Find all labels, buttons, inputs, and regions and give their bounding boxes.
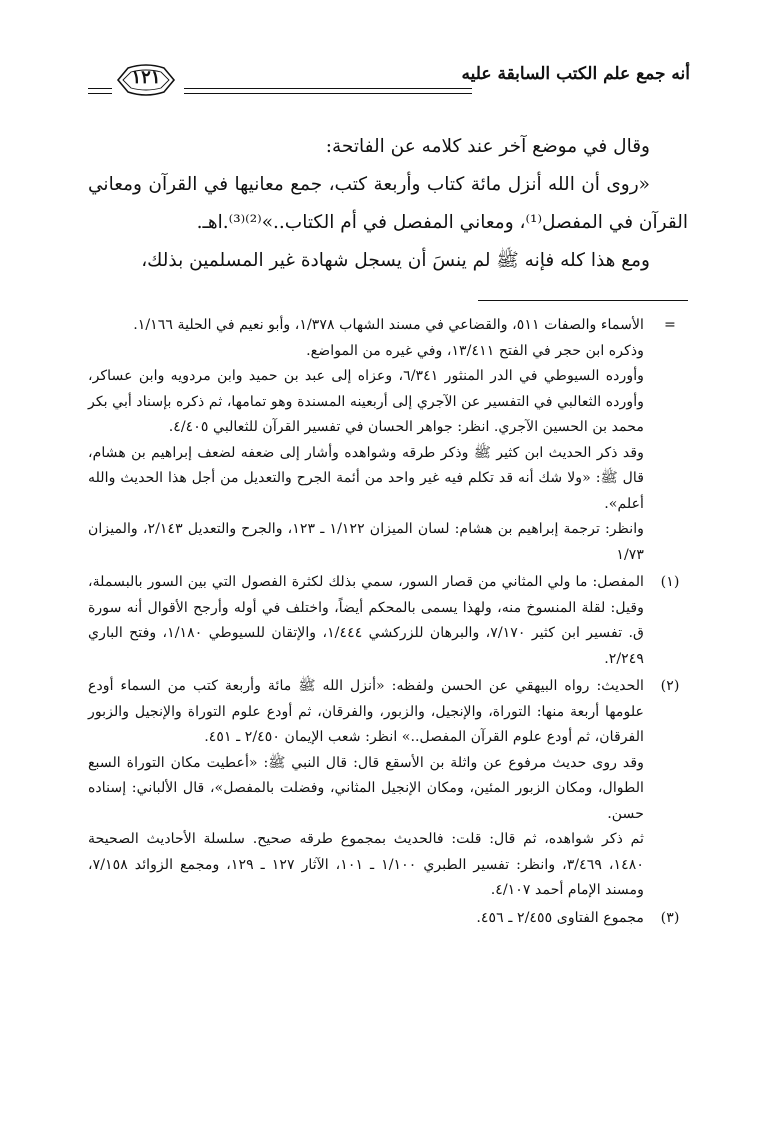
header-rule-right-inner bbox=[184, 93, 472, 94]
footnote-text: وقد ذكر الحديث ابن كثير ﷺ وذكر طرقه وشواهده وأشار إلى ضعفه لضعف إبراهيم بن هشام، قال ﷺ: «ولا شك أنه قد تكلم فيه غير واحد من أئمة الجرح والتعديل من أجل هذا الحديث والله أعلم». bbox=[88, 444, 644, 512]
footnote-text: الحديث: رواه البيهقي عن الحسن ولفظه: «أنزل الله ﷺ مائة وأربعة كتب من السماء أودع علومها أربعة منها: التوراة، والإنجيل، والزبور، والفرقان، ثم أودع علوم التوراة والإنجيل والزبور الفرقان، ثم أودع علوم القرآن المفصل..» انظر: شعب الإيمان ٢/٤٥٠ ـ ٤٥١. bbox=[88, 678, 644, 745]
footnote-mark: (٢) bbox=[660, 678, 680, 694]
paragraph: وقال في موضع آخر عند كلامه عن الفاتحة: bbox=[325, 136, 650, 157]
footnote-2 bbox=[88, 674, 688, 904]
footnote-mark: = bbox=[664, 317, 676, 333]
running-title: أنه جمع علم الكتب السابقة عليه bbox=[461, 64, 690, 84]
footnote-text: الأسماء والصفات ٥١١، والقضاعي في مسند الشهاب ١/٣٧٨، وأبو نعيم في الحلية ١/١٦٦. bbox=[133, 317, 644, 333]
footnote-text: وذكره ابن حجر في الفتح ١٣/٤١١، وفي غيره من المواضع. bbox=[306, 342, 644, 359]
footnote-mark: (١) bbox=[660, 574, 680, 590]
header-rule-left bbox=[88, 88, 112, 89]
main-text bbox=[88, 128, 688, 280]
header-rule-right bbox=[184, 88, 472, 89]
footnote-mark: (٣) bbox=[660, 909, 680, 926]
paragraph: ومع هذا كله فإنه ﷺ لم ينسَ أن يسجل شهادة غير المسلمين بذلك، bbox=[141, 250, 650, 271]
footnote-text: المفصل: ما ولي المثاني من قصار السور، سمي بذلك لكثرة الفصول التي بين السور بالبسملة، وقيل: لقلة المنسوخ منه، ولهذا يسمى بالمحكم أيضاً، واختلف في أوله وأرجح الأقوال أنه سورة ق. تفسير ابن كثير ٧/١٧٠، والبرهان للزركشي ١/٤٤٤، والإتقان للسيوطي ١/١٨٠، وفتح الباري ٢/٢٤٩. bbox=[88, 574, 644, 667]
footnote-continued bbox=[88, 313, 688, 568]
footnote-1 bbox=[88, 570, 688, 672]
footnote-text: ثم ذكر شواهده، ثم قال: قلت: فالحديث بمجموع طرقه صحيح. سلسلة الأحاديث الصحيحة ١٤٨٠، ٣/٤٦٩، وانظر: تفسير الطبري ١/١٠٠ ـ ١٠١، الآثار ١٢٧ ـ ١٢٩، ومجمع الزوائد ٧/١٥٨، ومسند الإمام أحمد ٤/١٠٧. bbox=[88, 831, 644, 898]
footnote-separator bbox=[478, 300, 688, 301]
page-number: ١٢١ bbox=[131, 67, 161, 88]
footnote-text: وقد روى حديث مرفوع عن واثلة بن الأسقع قال: قال النبي ﷺ: «أعطيت مكان التوراة السبع الطوال، ومكان الزبور المئين، ومكان الإنجيل المثاني، وفضلت بالمفصل»، قال الألباني: إسناده حسن. bbox=[88, 754, 644, 822]
footnotes bbox=[88, 313, 688, 933]
quote-paragraph: «روى أن الله أنزل مائة كتاب وأربعة كتب، جمع معانيها في القرآن ومعاني القرآن في المفصل⁽¹⁾، ومعاني المفصل في أم الكتاب..»⁽²⁾⁽³⁾.اهـ. bbox=[88, 174, 688, 233]
page-header bbox=[88, 62, 690, 102]
footnote-text: وأورده السيوطي في الدر المنثور ٦/٣٤١، وعزاه إلى عبد بن حميد وابن مردويه وابن عساكر، وأورده الثعالبي في التفسير عن الآجري إلى أربعينه المسندة وهو تمامها، ثم ذكره بإسناد أبي بكر محمد بن الحسين الآجري. انظر: جواهر الحسان في تفسير القرآن للثعالبي ٤/٤٠٥. bbox=[88, 368, 644, 435]
header-rule-left-inner bbox=[88, 93, 112, 94]
footnote-text: وانظر: ترجمة إبراهيم بن هشام: لسان الميزان ١/١٢٢ ـ ١٢٣، والجرح والتعديل ٢/١٤٣، والميزان ١/٧٣ bbox=[88, 521, 644, 563]
footnote-3 bbox=[88, 906, 688, 932]
footnote-text: مجموع الفتاوى ٢/٤٥٥ ـ ٤٥٦. bbox=[476, 909, 644, 926]
